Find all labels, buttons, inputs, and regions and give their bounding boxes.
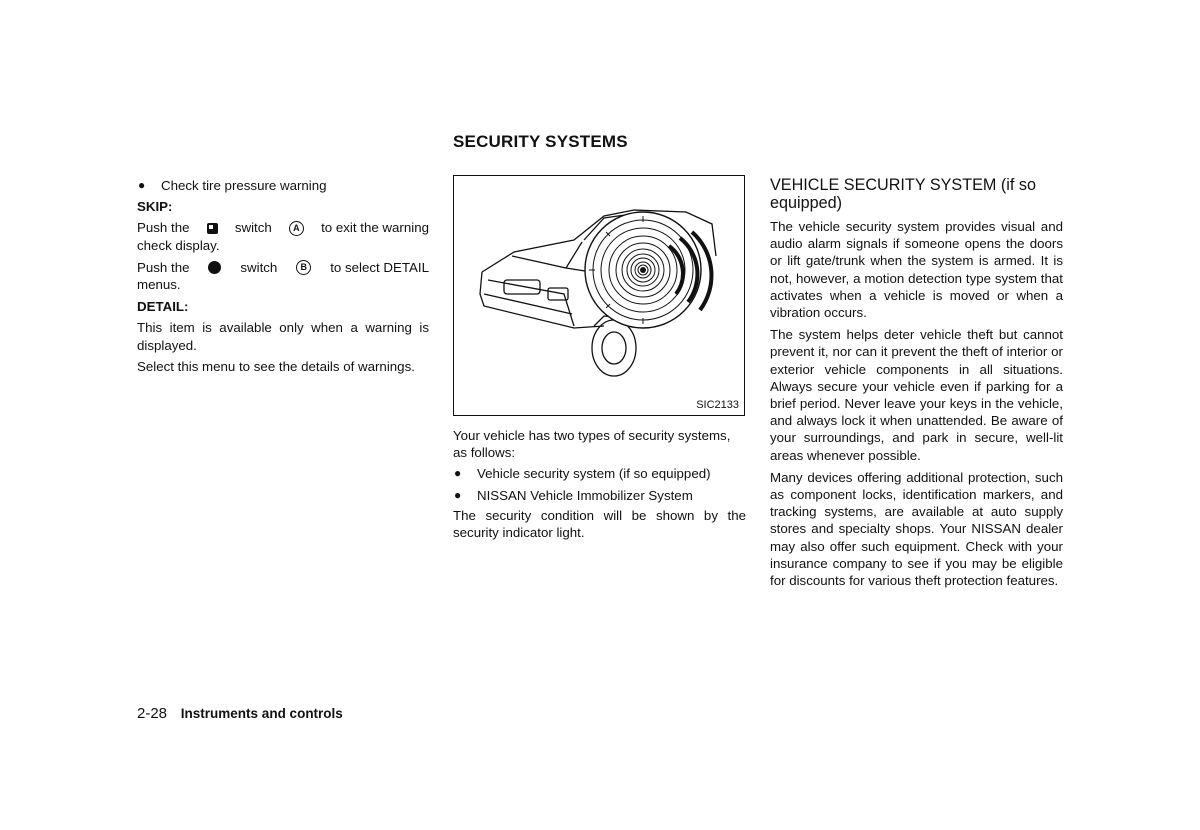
left-column xyxy=(137,176,429,379)
list-item xyxy=(453,465,746,482)
closing-paragraph: The security condition will be shown by the security indicator light. xyxy=(453,507,746,541)
section-name: Instruments and controls xyxy=(180,706,343,721)
push-instruction xyxy=(137,259,429,276)
paragraph-1: The vehicle security system provides visual and audio alarm signals if someone opens the doors or lift gate/trunk when the system is armed. It is not, however, a motion detection type system that activates when a vehicle is moved or when a vibration occurs. xyxy=(770,219,1063,321)
intro-paragraph: Your vehicle has two types of security systems, as follows: xyxy=(453,428,731,461)
bullet-icon: ● xyxy=(138,178,146,192)
bullet-text: Check tire pressure warning xyxy=(161,178,327,193)
circle-b-icon: B xyxy=(296,260,311,275)
push-text-d: menus. xyxy=(137,277,181,293)
figure-code: SIC2133 xyxy=(696,399,739,411)
car-alarm-illustration xyxy=(454,176,744,415)
skip-heading: SKIP: xyxy=(137,199,173,215)
paragraph-3: Many devices offering additional protection, such as component locks, identification markers, and tracking systems, are available at auto supply stores and specialty shops. Your NISSAN dealer may also offer such equipment. Check with your insurance company to see if you may be eligible for discounts for various theft protection features. xyxy=(770,469,1063,589)
page-title: SECURITY SYSTEMS xyxy=(453,132,628,151)
page-number: 2-28 xyxy=(137,705,168,722)
middle-column xyxy=(453,427,746,545)
section-heading: VEHICLE SECURITY SYSTEM (if so equipped) xyxy=(770,176,1036,212)
bullet-icon: ● xyxy=(454,466,462,481)
push-text-c: to select DETAIL xyxy=(330,259,429,275)
security-illustration xyxy=(453,175,745,416)
skip-text-a: Push the xyxy=(137,220,190,236)
page-footer xyxy=(137,705,343,722)
skip-instruction xyxy=(137,219,429,236)
skip-text-b: switch xyxy=(234,220,272,236)
detail-paragraph-1: This item is available only when a warning is displayed. xyxy=(137,320,429,353)
detail-paragraph-2: Select this menu to see the details of warnings. xyxy=(137,358,415,374)
push-text-a: Push the xyxy=(137,259,190,275)
push-text-b: switch xyxy=(240,259,278,275)
circle-a-icon: A xyxy=(289,221,304,236)
right-column xyxy=(770,176,1063,593)
skip-text-c: to exit the warning xyxy=(321,220,429,236)
detail-heading: DETAIL: xyxy=(137,299,189,315)
bullet-text: Vehicle security system (if so equipped) xyxy=(477,466,711,482)
list-item xyxy=(453,487,746,504)
paragraph-2: The system helps deter vehicle theft but cannot prevent it, nor can it prevent the theft of interior or exterior vehicle components in all situations. Always secure your vehicle even if parking for a brief period. Never leave your keys in the vehicle, and always lock it when unattended. Be aware of your surroundings, and park in secure, well-lit areas whenever possible. xyxy=(770,327,1063,463)
bullet-text: NISSAN Vehicle Immobilizer System xyxy=(477,487,693,503)
skip-text-d: check display. xyxy=(137,237,220,253)
list-item xyxy=(137,177,429,194)
square-switch-icon xyxy=(207,223,218,234)
round-switch-icon xyxy=(208,261,221,274)
bullet-icon: ● xyxy=(454,487,462,502)
